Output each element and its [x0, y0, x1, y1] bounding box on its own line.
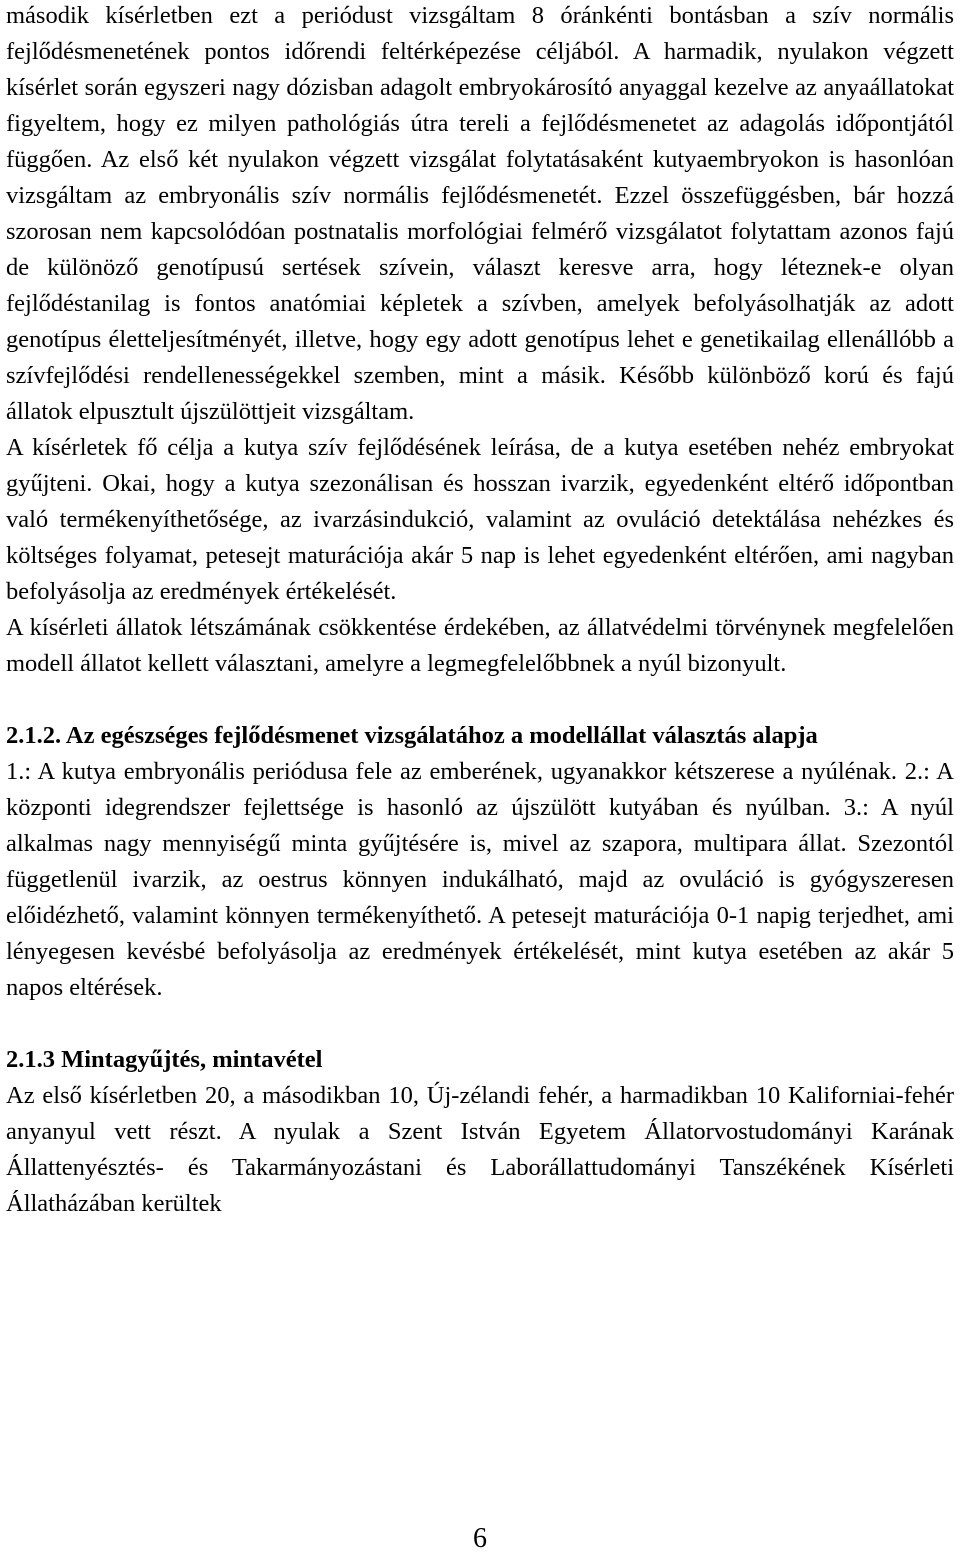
paragraph-5: Az első kísérletben 20, a másodikban 10, Új-zélandi fehér, a harmadikban 10 Kaliforniai-fehér anyanyul vett részt. A nyulak a Szent István Egyetem Állatorvostudományi Karának Állattenyésztés- és Takarmányozástani és Laborállattudományi Tanszékének Kísérleti Állatházában kerültek	[6, 1082, 954, 1217]
spacer	[6, 682, 954, 718]
section-heading-2-1-3: 2.1.3 Mintagyűjtés, mintavétel	[6, 1046, 323, 1073]
paragraph-2: A kísérletek fő célja a kutya szív fejlődésének leírása, de a kutya esetében nehéz embryokat gyűjteni. Okai, hogy a kutya szezonálisan és hosszan ivarzik, egyedenként eltérő időpontban való termékenyíthetősége, az ivarzásindukció, valamint az ovuláció detektálása nehézkes és költséges folyamat, petesejt maturációja akár 5 nap is lehet egyedenként eltérően, ami nagyban befolyásolja az eredmények értékelését.	[6, 434, 954, 605]
paragraph-4: 1.: A kutya embryonális periódusa fele az emberének, ugyanakkor kétszerese a nyúlénak. 2.: A központi idegrendszer fejlettsége is hasonló az újszülött kutyában és nyúlban. 3.: A nyúl alkalmas nagy mennyiségű minta gyűjtésére is, mivel az szapora, multipara állat. Szezontól függetlenül ivarzik, az oestrus könnyen indukálható, majd az ovuláció is gyógyszeresen előidézhető, valamint könnyen termékenyíthető. A petesejt maturációja 0-1 napig terjedhet, ami lényegesen kevésbé befolyásolja az eredmények értékelését, mint kutya esetében az akár 5 napos eltérések.	[6, 758, 954, 1001]
section-heading-2-1-2: 2.1.2. Az egészséges fejlődésmenet vizsgálatához a modellállat választás alapja	[6, 722, 818, 749]
paragraph-3: A kísérleti állatok létszámának csökkentése érdekében, az állatvédelmi törvénynek megfelelően modell állatot kellett választani, amelyre a legmegfelelőbbnek a nyúl bizonyult.	[6, 614, 954, 677]
spacer	[6, 1006, 954, 1042]
paragraph-1: második kísérletben ezt a periódust vizsgáltam 8 óránkénti bontásban a szív normális fejlődésmenetének pontos időrendi feltérképezése céljából. A harmadik, nyulakon végzett kísérlet során egyszeri nagy dózisban adagolt embryokárosító anyaggal kezelve az anyaállatokat figyeltem, hogy ez milyen pathológiás útra tereli a fejlődésmenetet az adagolás időpontjától függően. Az első két nyulakon végzett vizsgálat folytatásaként kutyaembryokon is hasonlóan vizsgáltam az embryonális szív normális fejlődésmenetét. Ezzel összefüggésben, bár hozzá szorosan nem kapcsolódóan postnatalis morfológiai felmérő vizsgálatot folytattam azonos fajú de különöző genotípusú sertések szívein, választ keresve arra, hogy léteznek-e olyan fejlődéstanilag is fontos anatómiai képletek a szívben, amelyek befolyásolhatják az adott genotípus életteljesítményét, illetve, hogy egy adott genotípus lehet e genetikailag ellenállóbb a szívfejlődési rendellenességekkel szemben, mint a másik. Később különböző korú és fajú állatok elpusztult újszülöttjeit vizsgáltam.	[6, 2, 954, 425]
page-number: 6	[473, 1523, 487, 1554]
body-text	[6, 0, 954, 1222]
